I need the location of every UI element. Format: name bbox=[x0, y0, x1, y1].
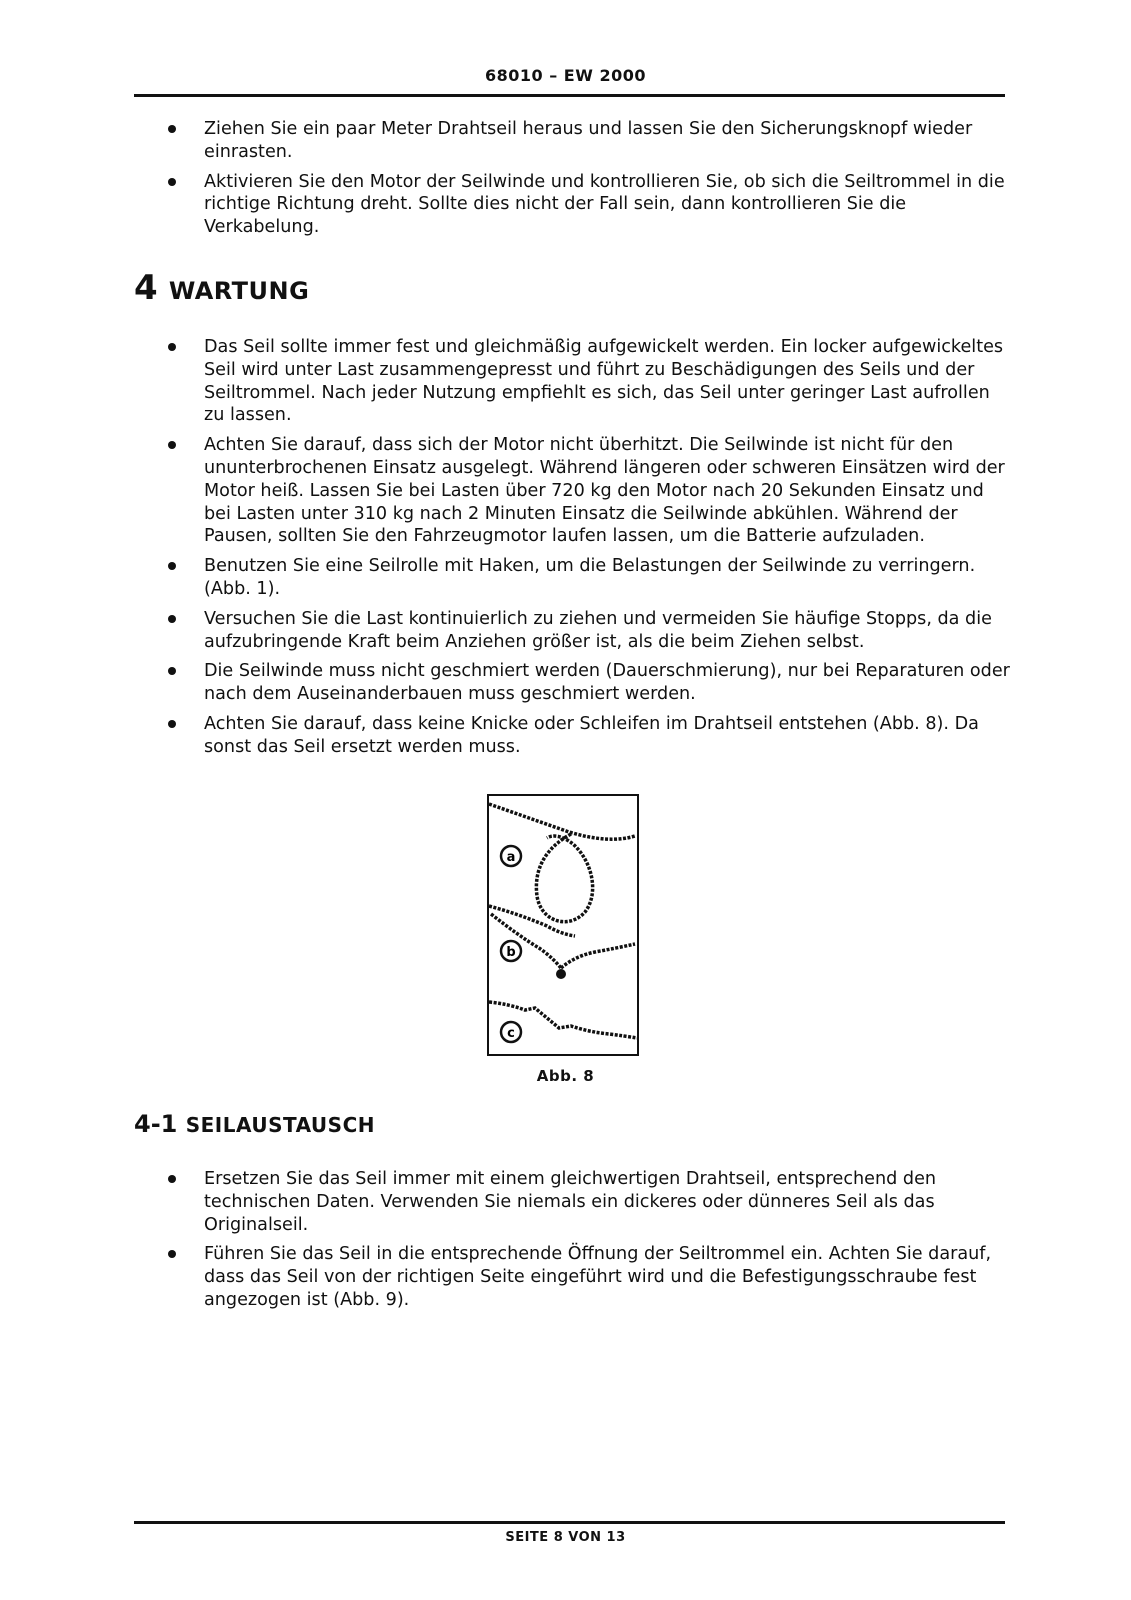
list-item-text: Aktivieren Sie den Motor der Seilwinde und kontrollieren Sie, ob sich die Seiltrommel in die richtige Richtung dreht. Sollte dies nicht der Fall sein, dann kontrollieren Sie die Verkabelung. bbox=[204, 171, 1005, 238]
list-item-text: Benutzen Sie eine Seilrolle mit Haken, um die Belastungen der Seilwinde zu verringern. (Abb. 1). bbox=[204, 556, 976, 599]
list-item-text: Achten Sie darauf, dass keine Knicke oder Schleifen im Drahtseil entstehen (Abb. 8). Da sonst das Seil ersetzt werden muss. bbox=[204, 713, 979, 757]
section-heading-wartung bbox=[134, 268, 309, 308]
bullet-icon bbox=[168, 667, 176, 675]
page-header: 68010 – EW 2000 bbox=[485, 66, 646, 85]
rope-damage-figure bbox=[487, 794, 639, 1056]
list-item bbox=[134, 555, 1014, 601]
section-number: 4-1 bbox=[134, 1110, 178, 1138]
figure-caption: Abb. 8 bbox=[536, 1067, 595, 1085]
bullet-icon bbox=[168, 1250, 176, 1258]
figure-label-b: b bbox=[506, 945, 516, 960]
list-item-text: Das Seil sollte immer fest und gleichmäßig aufgewickelt werden. Ein locker aufgewickeltes Seil wird unter Last zusammengepresst und führt zu Beschädigungen des Seils und der Seiltrommel. Nach jeder Nutzung empfiehlt es sich, das Seil unter geringer Last aufrollen zu lassen. bbox=[204, 337, 1004, 426]
figure-label-c: c bbox=[507, 1026, 515, 1041]
bullet-icon bbox=[168, 441, 176, 449]
section-title: SEILAUSTAUSCH bbox=[185, 1113, 375, 1137]
list-item bbox=[134, 171, 1014, 239]
header-rule bbox=[134, 94, 1005, 97]
list-item bbox=[134, 1168, 1014, 1236]
bullet-icon bbox=[168, 178, 176, 186]
bullet-icon bbox=[168, 720, 176, 728]
list-item bbox=[134, 608, 1014, 654]
list-item-text: Versuchen Sie die Last kontinuierlich zu ziehen und vermeiden Sie häufige Stopps, da die aufzubringende Kraft beim Anziehen größer ist, als die beim Ziehen selbst. bbox=[204, 608, 992, 652]
figure-label-a: a bbox=[506, 850, 516, 865]
bullet-icon bbox=[168, 1175, 176, 1183]
bullet-icon bbox=[168, 562, 176, 570]
list-item-text: Ziehen Sie ein paar Meter Drahtseil heraus und lassen Sie den Sicherungsknopf wieder einrasten. bbox=[204, 119, 973, 162]
intro-list bbox=[134, 118, 1014, 246]
list-item bbox=[134, 660, 1014, 706]
page-footer: SEITE 8 VON 13 bbox=[505, 1530, 626, 1545]
list-item bbox=[134, 118, 1014, 164]
list-item-text: Die Seilwinde muss nicht geschmiert werden (Dauerschmierung), nur bei Reparaturen oder nach dem Auseinanderbauen muss geschmiert werden. bbox=[204, 661, 1010, 705]
list-item-text: Ersetzen Sie das Seil immer mit einem gleichwertigen Drahtseil, entsprechend den technischen Daten. Verwenden Sie niemals ein dickeres oder dünneres Seil als das Originalseil. bbox=[204, 1169, 937, 1235]
footer-rule bbox=[134, 1521, 1005, 1524]
section-heading-seilaustausch bbox=[134, 1110, 375, 1138]
list-item bbox=[134, 713, 1014, 759]
list-item-text: Führen Sie das Seil in die entsprechende Öffnung der Seiltrommel ein. Achten Sie darauf, dass das Seil von der richtigen Seite eingeführt wird und die Befestigungsschraube fest angezogen ist (Abb. 9). bbox=[204, 1244, 992, 1310]
bullet-icon bbox=[168, 615, 176, 623]
rope-illustration bbox=[489, 796, 637, 1054]
list-item bbox=[134, 336, 1014, 427]
bullet-icon bbox=[168, 125, 176, 133]
section-title: WARTUNG bbox=[168, 277, 310, 305]
list-item bbox=[134, 1243, 1014, 1311]
section-number: 4 bbox=[134, 268, 158, 308]
wartung-list bbox=[134, 336, 1014, 766]
list-item bbox=[134, 434, 1014, 548]
list-item-text: Achten Sie darauf, dass sich der Motor nicht überhitzt. Die Seilwinde ist nicht für den ununterbrochenen Einsatz ausgelegt. Während längeren oder schweren Einsätzen wird der Motor heiß. Lassen Sie bei Lasten über 720 kg den Motor nach 20 Sekunden Einsatz und bei Lasten unter 310 kg nach 2 Minuten Einsatz die Seilwinde abkühlen. Während der Pausen, sollten Sie den Fahrzeugmotor laufen lassen, um die Batterie aufzuladen. bbox=[204, 435, 1005, 547]
seilaustausch-list bbox=[134, 1168, 1014, 1319]
bullet-icon bbox=[168, 343, 176, 351]
